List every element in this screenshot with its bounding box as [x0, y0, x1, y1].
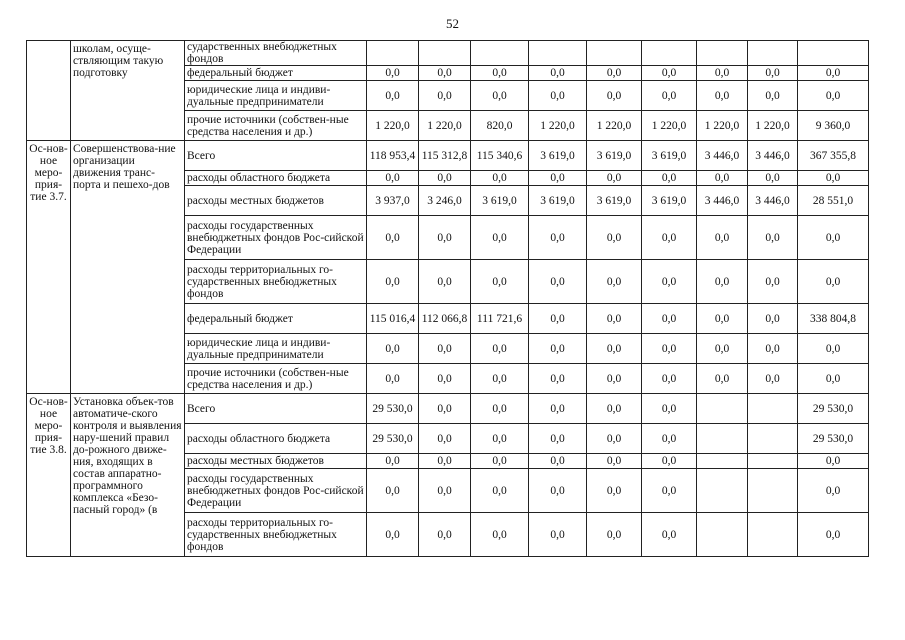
value-cell: 0,0	[367, 513, 419, 557]
value-cell: 0,0	[471, 513, 529, 557]
value-cell: 0,0	[419, 334, 471, 364]
value-cell: 29 530,0	[798, 424, 869, 454]
value-cell: 0,0	[697, 304, 748, 334]
value-cell: 0,0	[587, 364, 642, 394]
measure-name-cell: школам, осуще-ствляющим такую подготовку	[71, 41, 185, 141]
value-cell: 28 551,0	[798, 186, 869, 216]
table-row	[27, 394, 869, 424]
value-cell: 0,0	[471, 81, 529, 111]
value-cell: 0,0	[367, 260, 419, 304]
funding-source-cell: расходы местных бюджетов	[185, 454, 367, 469]
measure-code-cell: Ос-нов-ное меро-прия-тие 3.8.	[27, 394, 71, 557]
value-cell	[748, 41, 798, 66]
value-cell: 0,0	[367, 66, 419, 81]
page-number: 52	[446, 16, 459, 31]
value-cell: 0,0	[697, 334, 748, 364]
value-cell: 367 355,8	[798, 141, 869, 171]
value-cell: 0,0	[471, 260, 529, 304]
value-cell: 0,0	[367, 334, 419, 364]
value-cell: 0,0	[587, 304, 642, 334]
funding-source-cell: расходы территориальных го-сударственных внебюджетных фондов	[185, 513, 367, 557]
value-cell	[697, 394, 748, 424]
value-cell: 3 619,0	[587, 186, 642, 216]
funding-source-cell: прочие источники (собствен-ные средства населения и др.)	[185, 111, 367, 141]
value-cell: 0,0	[529, 469, 587, 513]
value-cell: 0,0	[471, 364, 529, 394]
value-cell: 29 530,0	[798, 394, 869, 424]
value-cell	[748, 424, 798, 454]
value-cell: 0,0	[529, 394, 587, 424]
value-cell: 0,0	[798, 469, 869, 513]
value-cell: 0,0	[529, 304, 587, 334]
value-cell: 0,0	[642, 334, 697, 364]
value-cell: 0,0	[529, 334, 587, 364]
value-cell: 0,0	[697, 216, 748, 260]
value-cell: 0,0	[798, 216, 869, 260]
value-cell: 0,0	[798, 454, 869, 469]
value-cell: 0,0	[798, 334, 869, 364]
value-cell: 0,0	[748, 81, 798, 111]
value-cell	[529, 41, 587, 66]
value-cell	[471, 41, 529, 66]
value-cell: 1 220,0	[697, 111, 748, 141]
value-cell: 3 446,0	[748, 186, 798, 216]
table-body	[27, 41, 869, 557]
value-cell: 0,0	[471, 334, 529, 364]
value-cell: 0,0	[587, 171, 642, 186]
value-cell	[587, 41, 642, 66]
value-cell	[697, 41, 748, 66]
value-cell	[419, 41, 471, 66]
value-cell: 0,0	[748, 260, 798, 304]
funding-source-cell: расходы областного бюджета	[185, 171, 367, 186]
value-cell: 1 220,0	[529, 111, 587, 141]
value-cell: 0,0	[471, 454, 529, 469]
value-cell: 0,0	[642, 364, 697, 394]
value-cell: 0,0	[419, 469, 471, 513]
funding-source-cell: Всего	[185, 394, 367, 424]
value-cell: 0,0	[642, 304, 697, 334]
value-cell: 0,0	[798, 364, 869, 394]
value-cell: 29 530,0	[367, 424, 419, 454]
value-cell: 1 220,0	[587, 111, 642, 141]
value-cell: 0,0	[419, 66, 471, 81]
value-cell: 0,0	[798, 513, 869, 557]
value-cell: 0,0	[587, 81, 642, 111]
value-cell: 3 619,0	[529, 141, 587, 171]
value-cell	[697, 469, 748, 513]
table-row	[27, 41, 869, 66]
value-cell: 0,0	[471, 171, 529, 186]
measure-code-cell: Ос-нов-ное меро-прия-тие 3.7.	[27, 141, 71, 394]
value-cell: 0,0	[587, 424, 642, 454]
value-cell	[748, 394, 798, 424]
value-cell: 338 804,8	[798, 304, 869, 334]
value-cell: 1 220,0	[748, 111, 798, 141]
funding-source-cell: прочие источники (собствен-ные средства населения и др.)	[185, 364, 367, 394]
value-cell: 118 953,4	[367, 141, 419, 171]
value-cell	[697, 513, 748, 557]
value-cell: 1 220,0	[367, 111, 419, 141]
value-cell: 0,0	[529, 171, 587, 186]
value-cell: 0,0	[748, 304, 798, 334]
value-cell: 0,0	[642, 81, 697, 111]
value-cell	[748, 469, 798, 513]
funding-source-cell: федеральный бюджет	[185, 66, 367, 81]
funding-source-cell: расходы государственных внебюджетных фондов Рос-сийской Федерации	[185, 216, 367, 260]
value-cell: 0,0	[419, 454, 471, 469]
value-cell: 0,0	[697, 81, 748, 111]
funding-source-cell: расходы местных бюджетов	[185, 186, 367, 216]
value-cell: 3 446,0	[748, 141, 798, 171]
value-cell: 1 220,0	[642, 111, 697, 141]
measure-name-cell: Установка объек-тов автоматиче-ского контроля и выявления нару-шений правил до-рожного движе-ния, входящих в состав аппаратно-программного комплекса «Безо-пасный город» (в	[71, 394, 185, 557]
value-cell: 0,0	[587, 66, 642, 81]
value-cell: 0,0	[798, 66, 869, 81]
value-cell: 0,0	[529, 364, 587, 394]
value-cell: 0,0	[697, 260, 748, 304]
budget-table	[26, 40, 869, 557]
value-cell: 115 312,8	[419, 141, 471, 171]
value-cell: 0,0	[642, 394, 697, 424]
value-cell: 3 446,0	[697, 186, 748, 216]
funding-source-cell: расходы областного бюджета	[185, 424, 367, 454]
value-cell: 3 937,0	[367, 186, 419, 216]
value-cell: 0,0	[748, 66, 798, 81]
value-cell: 0,0	[587, 394, 642, 424]
value-cell: 0,0	[697, 364, 748, 394]
funding-source-cell: расходы территориальных го-сударственных внебюджетных фондов	[185, 260, 367, 304]
measure-code-cell	[27, 41, 71, 141]
value-cell: 0,0	[367, 454, 419, 469]
value-cell: 0,0	[642, 513, 697, 557]
value-cell: 820,0	[471, 111, 529, 141]
value-cell: 0,0	[367, 171, 419, 186]
value-cell: 0,0	[367, 469, 419, 513]
value-cell: 0,0	[419, 394, 471, 424]
value-cell: 0,0	[529, 513, 587, 557]
value-cell: 3 619,0	[587, 141, 642, 171]
funding-source-cell: сударственных внебюджетных фондов	[185, 41, 367, 66]
value-cell: 0,0	[529, 260, 587, 304]
value-cell: 0,0	[471, 66, 529, 81]
value-cell: 0,0	[419, 424, 471, 454]
value-cell: 9 360,0	[798, 111, 869, 141]
value-cell: 0,0	[748, 171, 798, 186]
value-cell: 0,0	[529, 81, 587, 111]
value-cell: 0,0	[367, 81, 419, 111]
value-cell: 0,0	[642, 216, 697, 260]
value-cell	[798, 41, 869, 66]
value-cell: 0,0	[367, 364, 419, 394]
value-cell: 0,0	[471, 424, 529, 454]
value-cell: 0,0	[529, 424, 587, 454]
value-cell: 0,0	[587, 334, 642, 364]
value-cell: 0,0	[642, 66, 697, 81]
measure-name-cell: Совершенствова-ние организации движения транс-порта и пешехо-дов	[71, 141, 185, 394]
value-cell: 0,0	[587, 513, 642, 557]
value-cell: 112 066,8	[419, 304, 471, 334]
value-cell: 115 340,6	[471, 141, 529, 171]
value-cell: 0,0	[642, 454, 697, 469]
value-cell: 0,0	[471, 216, 529, 260]
value-cell: 0,0	[529, 216, 587, 260]
value-cell: 0,0	[642, 260, 697, 304]
value-cell: 0,0	[419, 171, 471, 186]
value-cell: 3 619,0	[471, 186, 529, 216]
value-cell: 0,0	[529, 66, 587, 81]
value-cell: 0,0	[471, 394, 529, 424]
funding-source-cell: юридические лица и индиви-дуальные предприниматели	[185, 81, 367, 111]
value-cell: 0,0	[367, 216, 419, 260]
value-cell: 0,0	[587, 216, 642, 260]
value-cell: 3 619,0	[642, 141, 697, 171]
value-cell: 0,0	[642, 469, 697, 513]
value-cell: 0,0	[798, 171, 869, 186]
value-cell: 0,0	[798, 260, 869, 304]
funding-source-cell: Всего	[185, 141, 367, 171]
value-cell: 0,0	[529, 454, 587, 469]
value-cell: 29 530,0	[367, 394, 419, 424]
value-cell: 111 721,6	[471, 304, 529, 334]
value-cell: 3 246,0	[419, 186, 471, 216]
funding-source-cell: юридические лица и индиви-дуальные предприниматели	[185, 334, 367, 364]
value-cell: 0,0	[587, 260, 642, 304]
value-cell	[748, 454, 798, 469]
value-cell: 0,0	[587, 454, 642, 469]
value-cell: 0,0	[419, 513, 471, 557]
value-cell	[642, 41, 697, 66]
value-cell: 0,0	[697, 66, 748, 81]
value-cell: 0,0	[419, 216, 471, 260]
value-cell: 0,0	[642, 171, 697, 186]
funding-source-cell: расходы государственных внебюджетных фондов Рос-сийской Федерации	[185, 469, 367, 513]
value-cell: 0,0	[748, 216, 798, 260]
value-cell: 0,0	[419, 81, 471, 111]
value-cell	[367, 41, 419, 66]
value-cell: 115 016,4	[367, 304, 419, 334]
value-cell: 0,0	[471, 469, 529, 513]
value-cell: 0,0	[419, 364, 471, 394]
value-cell: 0,0	[642, 424, 697, 454]
table-row	[27, 141, 869, 171]
value-cell	[697, 424, 748, 454]
value-cell: 0,0	[697, 171, 748, 186]
value-cell: 0,0	[419, 260, 471, 304]
value-cell: 0,0	[748, 364, 798, 394]
value-cell	[697, 454, 748, 469]
funding-source-cell: федеральный бюджет	[185, 304, 367, 334]
value-cell: 0,0	[748, 334, 798, 364]
value-cell: 0,0	[587, 469, 642, 513]
value-cell: 3 446,0	[697, 141, 748, 171]
value-cell: 3 619,0	[642, 186, 697, 216]
value-cell	[748, 513, 798, 557]
value-cell: 1 220,0	[419, 111, 471, 141]
value-cell: 0,0	[798, 81, 869, 111]
value-cell: 3 619,0	[529, 186, 587, 216]
